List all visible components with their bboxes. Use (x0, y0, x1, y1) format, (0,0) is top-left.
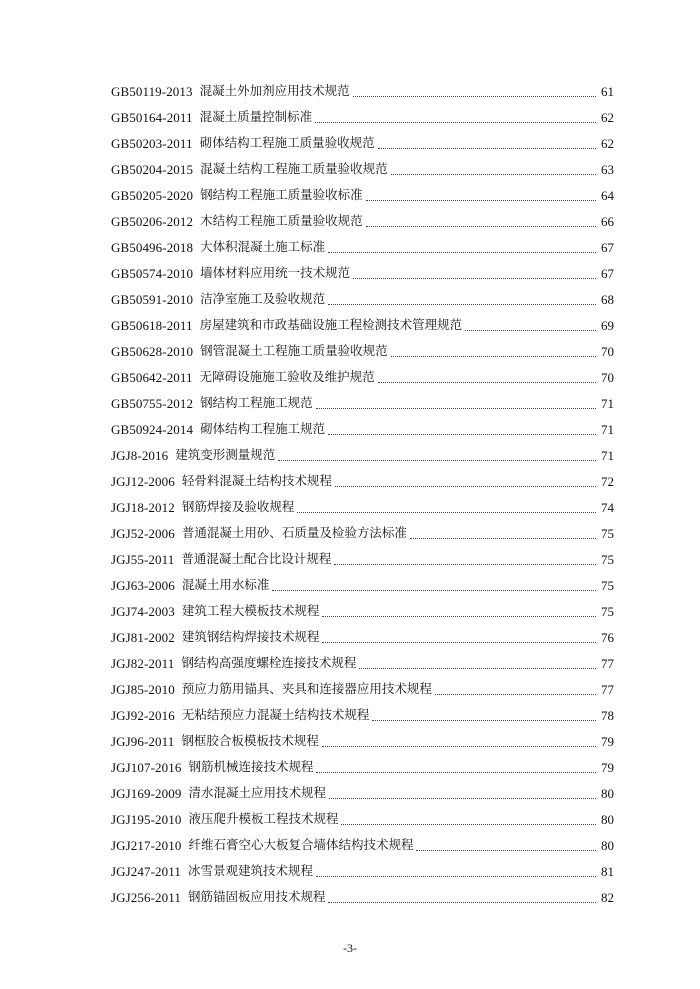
toc-entry-code: JGJ18-2012 (111, 499, 175, 515)
toc-entry-title: 房屋建筑和市政基础设施工程检测技术管理规范 (199, 316, 463, 332)
toc-entry-title: 钢筋焊接及验收规程 (181, 498, 295, 514)
toc-entry-page: 62 (601, 135, 614, 151)
toc-dot-leader (322, 615, 596, 617)
toc-entry-title: 钢筋机械连接技术规程 (188, 758, 314, 774)
toc-entry-page: 62 (601, 109, 614, 125)
toc-entry[interactable] (111, 572, 614, 598)
toc-entry-code: JGJ195-2010 (111, 811, 182, 827)
toc-entry-page: 66 (601, 213, 614, 229)
toc-entry-title: 大体积混凝土施工标准 (200, 238, 326, 254)
toc-entry-title: 预应力筋用锚具、夹具和连接器应用技术规程 (181, 680, 432, 696)
toc-entry-code: GB50203-2011 (111, 135, 193, 151)
toc-entry-code: JGJ217-2010 (111, 837, 182, 853)
toc-entry-page: 80 (601, 785, 614, 801)
toc-entry-page: 72 (601, 473, 614, 489)
toc-entry-title: 纤维石膏空心大板复合墙体结构技术规程 (188, 836, 414, 852)
toc-entry[interactable] (111, 884, 614, 910)
toc-entry-page: 79 (601, 733, 614, 749)
toc-entry[interactable] (111, 78, 614, 104)
toc-entry-page: 69 (601, 317, 614, 333)
toc-entry-page: 75 (601, 525, 614, 541)
toc-dot-leader (366, 199, 596, 201)
toc-entry-page: 82 (601, 889, 614, 905)
page-number: -3- (343, 941, 357, 955)
toc-entry-page: 71 (601, 395, 614, 411)
toc-entry-page: 74 (601, 499, 614, 515)
toc-entry-title: 无障碍设施施工验收及维护规范 (199, 368, 375, 384)
toc-entry-title: 混凝土外加剂应用技术规范 (199, 82, 350, 98)
toc-dot-leader (272, 589, 596, 591)
toc-entry-page: 77 (601, 681, 614, 697)
toc-entry-code: GB50924-2014 (111, 421, 194, 437)
toc-dot-leader (353, 277, 596, 279)
toc-entry-title: 混凝土结构工程施工质量验收规范 (200, 160, 388, 176)
toc-entry-title: 建筑变形测量规范 (175, 446, 276, 462)
toc-entry-code: JGJ82-2011 (111, 655, 175, 671)
toc-entry-page: 71 (601, 421, 614, 437)
toc-entry[interactable] (111, 130, 614, 156)
toc-entry-page: 80 (601, 811, 614, 827)
toc-entry-code: GB50755-2012 (111, 395, 194, 411)
toc-entry-code: GB50164-2011 (111, 109, 193, 125)
toc-entry-title: 木结构工程施工质量验收规范 (200, 212, 363, 228)
toc-entry-title: 建筑工程大模板技术规程 (181, 602, 320, 618)
toc-dot-leader (416, 849, 596, 851)
toc-entry-code: GB50206-2012 (111, 213, 194, 229)
table-of-contents (111, 78, 614, 910)
toc-entry[interactable] (111, 182, 614, 208)
toc-entry-code: GB50496-2018 (111, 239, 194, 255)
toc-entry-title: 混凝土质量控制标准 (199, 108, 313, 124)
toc-dot-leader (366, 225, 596, 227)
toc-dot-leader (316, 771, 596, 773)
toc-entry-title: 洁净室施工及验收规范 (200, 290, 326, 306)
toc-dot-leader (328, 303, 596, 305)
toc-entry-code: GB50591-2010 (111, 291, 194, 307)
toc-entry-code: GB50205-2020 (111, 187, 194, 203)
toc-entry-code: JGJ8-2016 (111, 447, 169, 463)
toc-entry-title: 墙体材料应用统一技术规范 (200, 264, 351, 280)
toc-entry-title: 钢结构工程施工规范 (200, 394, 313, 410)
toc-dot-leader (335, 485, 596, 487)
toc-entry[interactable] (111, 754, 614, 780)
toc-entry-code: JGJ55-2011 (111, 551, 175, 567)
toc-entry-title: 混凝土用水标准 (181, 576, 270, 592)
toc-entry-page: 75 (601, 603, 614, 619)
toc-entry[interactable] (111, 156, 614, 182)
toc-entry-page: 75 (601, 577, 614, 593)
toc-entry[interactable] (111, 104, 614, 130)
toc-entry-title: 普通混凝土用砂、石质量及检验方法标准 (181, 524, 407, 540)
toc-entry[interactable] (111, 338, 614, 364)
toc-dot-leader (391, 355, 596, 357)
toc-entry[interactable] (111, 832, 614, 858)
toc-entry-page: 80 (601, 837, 614, 853)
toc-entry-title: 钢结构高强度螺栓连接技术规程 (181, 654, 357, 670)
toc-entry-title: 砌体结构工程施工规范 (200, 420, 326, 436)
toc-entry-code: JGJ52-2006 (111, 525, 175, 541)
toc-entry-page: 77 (601, 655, 614, 671)
toc-dot-leader (378, 381, 596, 383)
toc-dot-leader (322, 641, 596, 643)
toc-dot-leader (316, 875, 596, 877)
toc-entry[interactable] (111, 702, 614, 728)
toc-entry-title: 普通混凝土配合比设计规程 (181, 550, 332, 566)
toc-entry-page: 81 (601, 863, 614, 879)
toc-entry-page: 67 (601, 265, 614, 281)
toc-entry-page: 63 (601, 161, 614, 177)
toc-entry-code: GB50642-2011 (111, 369, 193, 385)
toc-entry-page: 67 (601, 239, 614, 255)
toc-entry[interactable] (111, 364, 614, 390)
toc-entry[interactable] (111, 286, 614, 312)
toc-entry-code: JGJ96-2011 (111, 733, 175, 749)
toc-dot-leader (359, 667, 596, 669)
toc-dot-leader (316, 407, 596, 409)
toc-entry[interactable] (111, 234, 614, 260)
toc-entry[interactable] (111, 468, 614, 494)
toc-entry[interactable] (111, 858, 614, 884)
toc-entry-title: 钢框胶合板模板技术规程 (181, 732, 319, 748)
toc-entry[interactable] (111, 546, 614, 572)
toc-entry[interactable] (111, 416, 614, 442)
toc-entry-title: 清水混凝土应用技术规程 (188, 784, 326, 800)
toc-dot-leader (465, 329, 596, 331)
toc-entry-title: 建筑钢结构焊接技术规程 (181, 628, 320, 644)
toc-entry-code: JGJ63-2006 (111, 577, 175, 593)
toc-entry-code: GB50574-2010 (111, 265, 194, 281)
toc-entry-page: 70 (601, 369, 614, 385)
toc-entry-page: 70 (601, 343, 614, 359)
toc-entry-page: 64 (601, 187, 614, 203)
toc-entry-title: 液压爬升模板工程技术规程 (188, 810, 339, 826)
toc-dot-leader (329, 797, 596, 799)
toc-entry[interactable] (111, 676, 614, 702)
toc-dot-leader (328, 251, 596, 253)
toc-entry[interactable] (111, 806, 614, 832)
toc-entry[interactable] (111, 780, 614, 806)
toc-entry[interactable] (111, 520, 614, 546)
toc-entry-title: 轻骨料混凝土结构技术规程 (181, 472, 332, 488)
toc-entry-page: 75 (601, 551, 614, 567)
toc-entry[interactable] (111, 650, 614, 676)
toc-entry-code: JGJ107-2016 (111, 759, 182, 775)
toc-entry-code: JGJ256-2011 (111, 889, 181, 905)
toc-entry-code: JGJ92-2016 (111, 707, 175, 723)
toc-entry-code: JGJ12-2006 (111, 473, 175, 489)
toc-entry[interactable] (111, 312, 614, 338)
toc-entry[interactable] (111, 208, 614, 234)
toc-dot-leader (378, 147, 596, 149)
toc-dot-leader (297, 511, 596, 513)
toc-entry[interactable] (111, 442, 614, 468)
toc-entry[interactable] (111, 260, 614, 286)
toc-entry-title: 冰雪景观建筑技术规程 (187, 862, 313, 878)
toc-dot-leader (410, 537, 596, 539)
toc-entry-page: 76 (601, 629, 614, 645)
toc-dot-leader (315, 121, 596, 123)
toc-entry-title: 无粘结预应力混凝土结构技术规程 (181, 706, 370, 722)
toc-entry-code: GB50618-2011 (111, 317, 193, 333)
toc-dot-leader (391, 173, 596, 175)
toc-dot-leader (328, 433, 596, 435)
toc-entry[interactable] (111, 598, 614, 624)
toc-dot-leader (372, 719, 596, 721)
toc-entry-code: JGJ247-2011 (111, 863, 181, 879)
toc-entry-title: 砌体结构工程施工质量验收规范 (199, 134, 375, 150)
toc-entry-code: JGJ81-2002 (111, 629, 175, 645)
toc-entry-page: 61 (601, 83, 614, 99)
toc-entry-code: JGJ85-2010 (111, 681, 175, 697)
toc-entry[interactable] (111, 728, 614, 754)
toc-dot-leader (278, 459, 596, 461)
toc-entry-title: 钢结构工程施工质量验收标准 (200, 186, 363, 202)
toc-entry-code: JGJ74-2003 (111, 603, 175, 619)
toc-dot-leader (334, 563, 596, 565)
toc-entry-code: GB50204-2015 (111, 161, 194, 177)
toc-entry[interactable] (111, 390, 614, 416)
toc-dot-leader (328, 901, 596, 903)
toc-dot-leader (353, 95, 596, 97)
toc-entry-page: 68 (601, 291, 614, 307)
toc-entry-page: 78 (601, 707, 614, 723)
toc-dot-leader (322, 745, 596, 747)
toc-dot-leader (341, 823, 596, 825)
toc-entry-title: 钢筋锚固板应用技术规程 (187, 888, 326, 904)
toc-dot-leader (435, 693, 596, 695)
toc-entry-code: GB50628-2010 (111, 343, 194, 359)
toc-entry-code: JGJ169-2009 (111, 785, 182, 801)
toc-entry[interactable] (111, 624, 614, 650)
toc-entry-title: 钢管混凝土工程施工质量验收规范 (200, 342, 388, 358)
toc-entry[interactable] (111, 494, 614, 520)
toc-entry-page: 79 (601, 759, 614, 775)
toc-entry-code: GB50119-2013 (111, 83, 193, 99)
toc-entry-page: 71 (601, 447, 614, 463)
